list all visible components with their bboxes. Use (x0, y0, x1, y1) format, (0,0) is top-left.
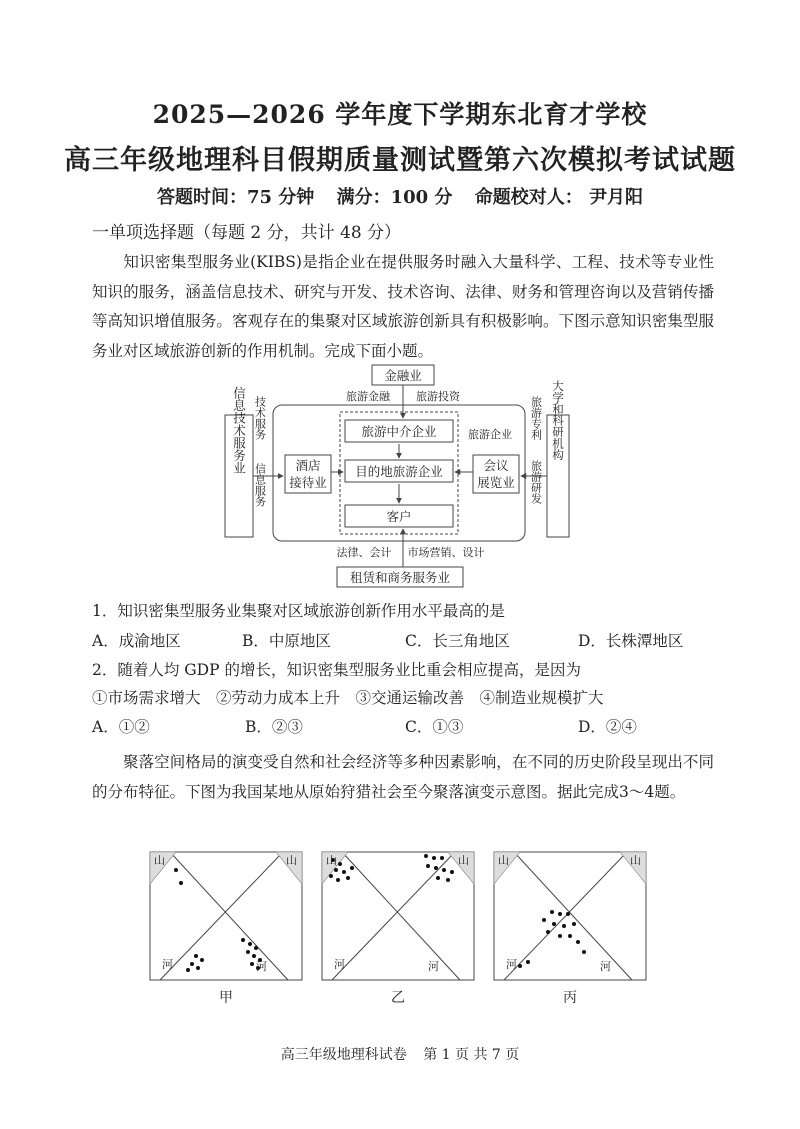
exam-time: 答题时间：75 分钟 (156, 187, 315, 208)
question-2-factors: ①市场需求增大 ②劳动力成本上升 ③交通运输改善 ④制造业规模扩大 (92, 689, 604, 707)
destination-label: 目的地旅游企业 (355, 464, 443, 479)
tour-patent-label: 旅游专利 (529, 396, 543, 440)
customer-label: 客户 (386, 509, 412, 524)
info-service-label: 信息服务 (253, 463, 267, 507)
passage-1-text: 知识密集型服务业(KIBS)是指企业在提供服务时融入大量科学、工程、技术等专业性知识的服务，涵盖信息技术、研究与开发、技术咨询、法律、财务和管理咨询以及营销传播等高知识增值服务。客观存在的集聚对区域旅游创新具有积极影响。下图示意知识密集型服务业对区域旅游创新的作用机制。完成下面小题。 (92, 253, 714, 360)
river-label: 河 (600, 960, 611, 973)
q1-option-d: D．长株潭地区 (578, 632, 684, 650)
law-accounting-label: 法律、会计 (336, 546, 392, 559)
univ-label: 大学和科研机构 (551, 379, 565, 461)
mountain-label: 山 (154, 854, 165, 867)
mountain-label: 山 (326, 854, 337, 867)
river-label: 河 (334, 958, 345, 971)
q2-option-c: C．①③ (405, 718, 464, 736)
q1-option-a: A．成渝地区 (92, 632, 181, 650)
q2-option-d: D．②④ (578, 718, 637, 736)
river-label: 河 (256, 960, 267, 973)
exam-title-line2: 高三年级地理科目假期质量测试暨第六次模拟考试试题 (64, 145, 736, 176)
river-label: 河 (506, 958, 517, 971)
exam-score: 满分：100 分 (336, 187, 453, 208)
conf-label-2: 展览业 (477, 475, 515, 490)
mountain-label: 山 (286, 854, 297, 867)
exam-info (0, 183, 800, 209)
q1-option-c: C．长三角地区 (405, 632, 510, 650)
river-label: 河 (428, 960, 439, 973)
passage-1 (92, 248, 714, 366)
question-2-stem: 2．随着人均 GDP 的增长，知识密集型服务业比重会相应提高，是因为 (92, 661, 581, 679)
tour-finance-label: 旅游金融 (346, 390, 390, 403)
intermediary-label: 旅游中介企业 (361, 424, 437, 439)
question-1-stem: 1．知识密集型服务业集聚对区域旅游创新作用水平最高的是 (92, 602, 505, 620)
footer-page: 第 1 页 共 7 页 (423, 1047, 520, 1063)
tour-research-label: 旅游研发 (529, 460, 543, 504)
mountain-label: 山 (458, 854, 469, 867)
leasing-label: 租赁和商务服务业 (349, 570, 451, 585)
passage-2 (92, 748, 714, 807)
tech-service-label: 技术服务 (253, 396, 267, 440)
q2-option-a: A．①② (92, 718, 150, 736)
marketing-label: 市场营销、设计 (407, 546, 485, 559)
conf-label-1: 会议 (483, 458, 509, 473)
exam-title-line1: 2025—2026 学年度下学期东北育才学校 (152, 100, 648, 129)
passage-2-text: 聚落空间格局的演变受自然和社会经济等多种因素影响，在不同的历史阶段呈现出不同的分布特征。下图为我国某地从原始狩猎社会至今聚落演变示意图。据此完成3～4题。 (92, 753, 714, 801)
q1-option-b: B．中原地区 (242, 632, 331, 650)
hotel-label-2: 接待业 (289, 475, 327, 490)
map-label-yi: 乙 (391, 990, 405, 1006)
river-label: 河 (162, 958, 173, 971)
tour-invest-label: 旅游投资 (416, 390, 460, 403)
tour-enterprise-label: 旅游企业 (468, 428, 512, 441)
map-label-jia: 甲 (219, 990, 233, 1006)
exam-proofreader: 命题校对人： 尹月阳 (474, 187, 643, 208)
footer-paper: 高三年级地理科试卷 (280, 1047, 407, 1063)
page-footer (0, 1044, 800, 1064)
map-label-bing: 丙 (563, 990, 577, 1006)
mountain-label: 山 (630, 854, 641, 867)
hotel-label-1: 酒店 (295, 458, 321, 473)
it-service-label: 信息技术服务业 (231, 386, 247, 474)
finance-label: 金融业 (384, 368, 422, 383)
settlement-maps (148, 848, 668, 1008)
q2-option-b: B．②③ (245, 718, 303, 736)
kibs-mechanism-diagram (220, 360, 570, 592)
mountain-label: 山 (498, 854, 509, 867)
section-title: 一单项选择题（每题 2 分，共计 48 分） (92, 223, 402, 243)
